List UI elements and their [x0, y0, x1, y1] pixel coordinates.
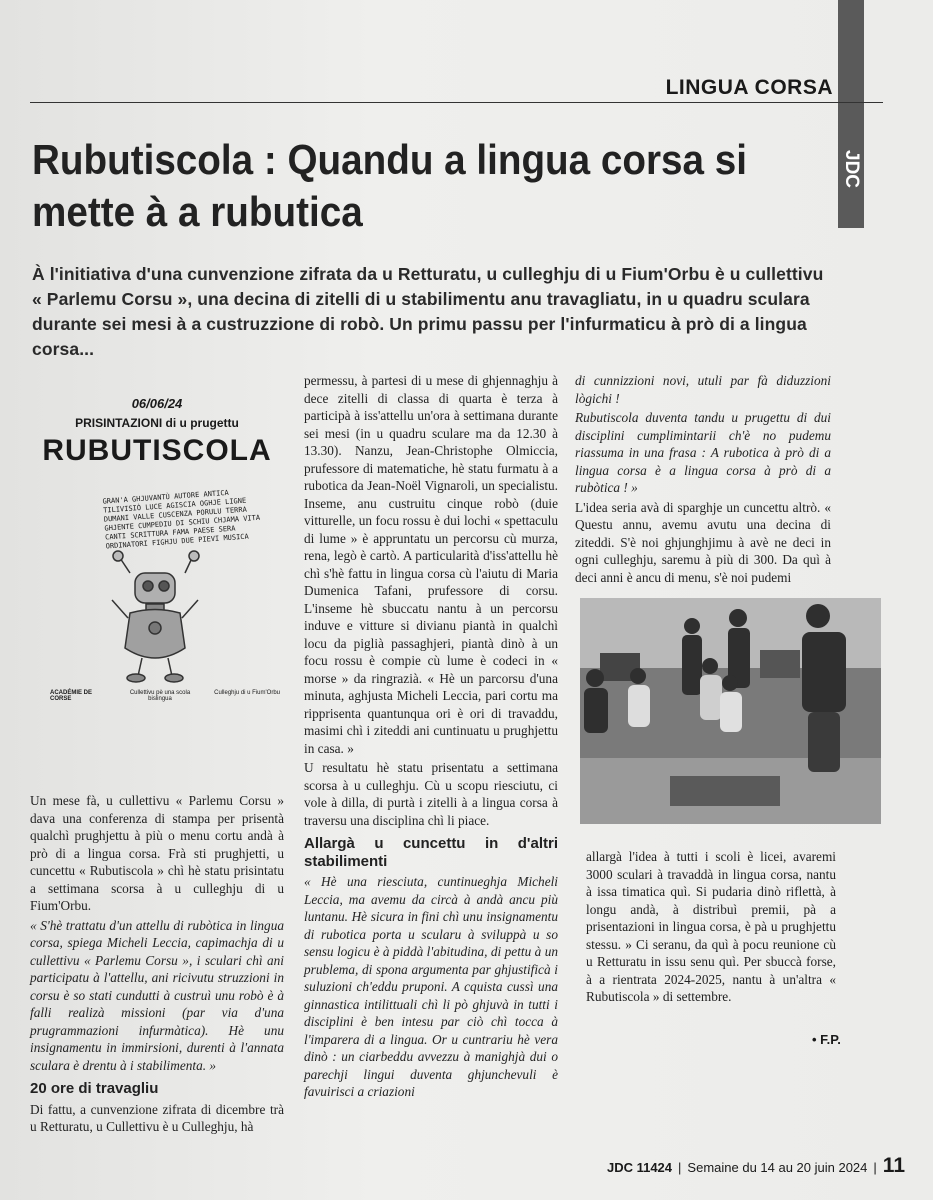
classroom-photo [580, 598, 881, 824]
paragraph: permessu, à partesi di u mese di ghjennaghju à dece zitelli di classa di quarta è terza à participà à iss'attellu un'ora à settimana durante sei mesi (in u quadru sculare ma da 12.30 à 13.30). Nanzu, Jean-Christophe Olmiccia, prufessore di matematiche, hè statu furmatu à a rubotica da Jean-Noël Vignaroli, un specialistu. Inseme, anu custruitu cinque robò (duie vitturelle, un focu rossu è dui lochi « spettaculu di lume » è appruntatu un percorsu cù murza, rena, legò è cartò. A particularità d'iss'attellu hè chì s'hè fattu in lingua corsa cù l'aiutu di Maria Dumenica Tafani, prufessore di corsu. L'inseme hè sbuccatu nantu à un percorsu induve e vitture si divianu piantà in qualchì locu da piglià passaghjeri, piantà dinò à un focu rossu è compie cù lume è codeci in « morse » da ringrazià. « Hè un parcorsu d'una minuta, aghjusta Micheli Leccia, pari cortu ma ripprisenta quantunqua ori è ori di travaddu, masimi chì i ziteddi ani cuntinuatu u prughjettu in casa. » [304, 373, 558, 756]
robot-drawing [30, 378, 284, 786]
article-lead: À l'initiativa d'una cunvenzione zifrata da u Retturatu, u culleghju di u Fium'Orbu è u cullettivu « Parlemu Corsu », una decina di zitelli di u stabilimentu anu travagliatu, in u quadru sculara durante sei mesi à a custruzzione di robò. Un primu passu per l'infurmaticu à prò di a lingua corsa... [32, 264, 824, 359]
paragraph: U resultatu hè statu prisentatu a settimana scorsa à u culleghju. Cù u scopu riesciutu, ci vole à dilla, di purtà i zitelli à a lingua corsa à traversu una disciplina chì li piace. [304, 760, 558, 828]
poster-subtitle: PRISINTAZIONI di u prugettu [75, 416, 239, 430]
article-column-3 [575, 372, 831, 588]
page-footer [607, 1154, 905, 1178]
article-column-1 [30, 792, 284, 1138]
jdc-tab-label: JDC [841, 150, 862, 189]
section-rule [30, 102, 883, 103]
collective-logo: Cullettivu pè una scola bislingua [129, 690, 191, 702]
footer-separator: | [678, 1160, 682, 1175]
paragraph: Di fattu, a cunvenzione zifrata di dicembre trà u Retturatu, u Cullettivu è u Culleghju, hà [30, 1101, 284, 1134]
poster-image [30, 378, 284, 786]
page-number: 11 [882, 1154, 905, 1177]
photo-illustration [580, 598, 881, 824]
author-signature: • F.P. [812, 1032, 841, 1047]
paragraph: L'idea seria avà di sparghje un cuncettu altrò. « Questu annu, avemu avutu una decina di ziteddi. S'è noi ghjunghjimu à avè ne deci in ogni culleghju, saremu à più di 300. Da quì à deci anni è ancu di menu, s'è noi pudemi [575, 499, 831, 585]
academie-logo: ACADÉMIE DE CORSE [50, 690, 93, 702]
paragraph: « Hè una riesciuta, cuntinueghja Micheli Leccia, ma avemu da circà à andà ancu più luntanu. Hè sicura in fini chì unu insignamentu di rubotica porta u scularu à sviluppà u so sensu logicu è à piddà l'abitudina, di pettu à un prublema, di spona argumenta par ghjustificà i suluzioni ch'eddu pruponi. A cquista cussì una ginnastica intilittuali chì li pò ghjuvà in tutti i disciplini è ben intesu par ciò chì tocca à l'imparera di a lingua. Or u cuntrariu hè vera dinò : un ciarbeddu avvezzu à manighjà dui o parechji lingui duventa ghjunchevuli è favuirisci a criazioni [304, 874, 558, 1099]
week-range: Semaine du 14 au 20 juin 2024 [687, 1160, 868, 1175]
paragraph: Rubutiscola duventa tandu u prugettu di dui disciplini cumplimintarii ch'è no pudemu riassuma in una frasa : A rubotica à prò di a lingua corsa è a lingua corsa à prò di a rubòtica ! » [575, 410, 831, 495]
article-column-3-continued [586, 848, 836, 1008]
paragraph: « S'hè trattatu d'un attellu di rubòtica in lingua corsa, spiega Micheli Leccia, capimachja di u cullettivu « Parlemu Corsu », i sculari chì ani participatu à l'attellu, ani ricivutu struzzioni in corsu è so stati cundutti à custruì unu robò è à falli realizà missioni (par via d'una prugrammazioni infurmàtica). Hè unu insignamentu in immirsioni, durenti à l'annata sculara è drentu à i stabilimenta. » [30, 917, 284, 1073]
section-label: LINGUA CORSA [665, 76, 833, 99]
article-title: Rubutiscola : Quandu a lingua corsa si mette à a rubutica [32, 136, 747, 235]
subheading: Allargà u cuncettu in d'altri stabilimenti [304, 835, 558, 870]
poster-handwriting: GRAN'A GHJUVANTÙ AUTORE ANTICA TILIVISIÒ LUCE AGISCIA OGHJE LIGNE DUMANI VALLE CUSCENZA PORULU TERRA GHJENTE CUMPEDIU DI SCHIU CHJAMA VITA CANTI SCRITTURA FAMA PAESE SERA ORDINATORI FIGHJU DUE PIEVI MUSICA [102, 488, 261, 551]
jdc-tab [838, 0, 864, 228]
paragraph: allargà l'idea à tutti i scoli è licei, avaremi 3000 sculari à travaddà in lingua corsa, nantu à issa timatica quì. Si pudaria dinò riflettà, à longu andà, à distribuì premii, pà a prisentazioni in lingua corsa, è pà u prughjettu stessu. » Ci seranu, da quì à pocu reunione cù u Retturatu in issu senu quì. Per sbuccà forse, à a rientrata 2024-2025, nantu à un'altra « Rubutiscola » di settembre. [586, 849, 836, 1004]
article-column-2 [304, 372, 558, 1103]
paragraph: Un mese fà, u cullettivu « Parlemu Corsu » dava una conferenza di stampa per prisentà qualchì prughjettu à più o menu cortu andà à prò di a lingua corsa. Frà sti prughjetti, u cuncettu « Rubutiscola » chì hè statu prisintatu a settimana scorsa à u culleghju di u Fium'Orbu. [30, 793, 284, 913]
poster-date: 06/06/24 [131, 396, 183, 411]
poster-title: RUBUTISCOLA [42, 434, 272, 467]
poster-logos [50, 690, 280, 702]
subheading: 20 ore di travagliu [30, 1080, 159, 1097]
issue-number: JDC 11424 [606, 1160, 673, 1175]
footer-separator: | [873, 1160, 877, 1175]
paragraph: di cunnizzioni novi, utuli par fà diduzzioni lògichi ! [575, 373, 831, 406]
college-logo: Culleghju di u Fium'Orbu [214, 690, 280, 696]
